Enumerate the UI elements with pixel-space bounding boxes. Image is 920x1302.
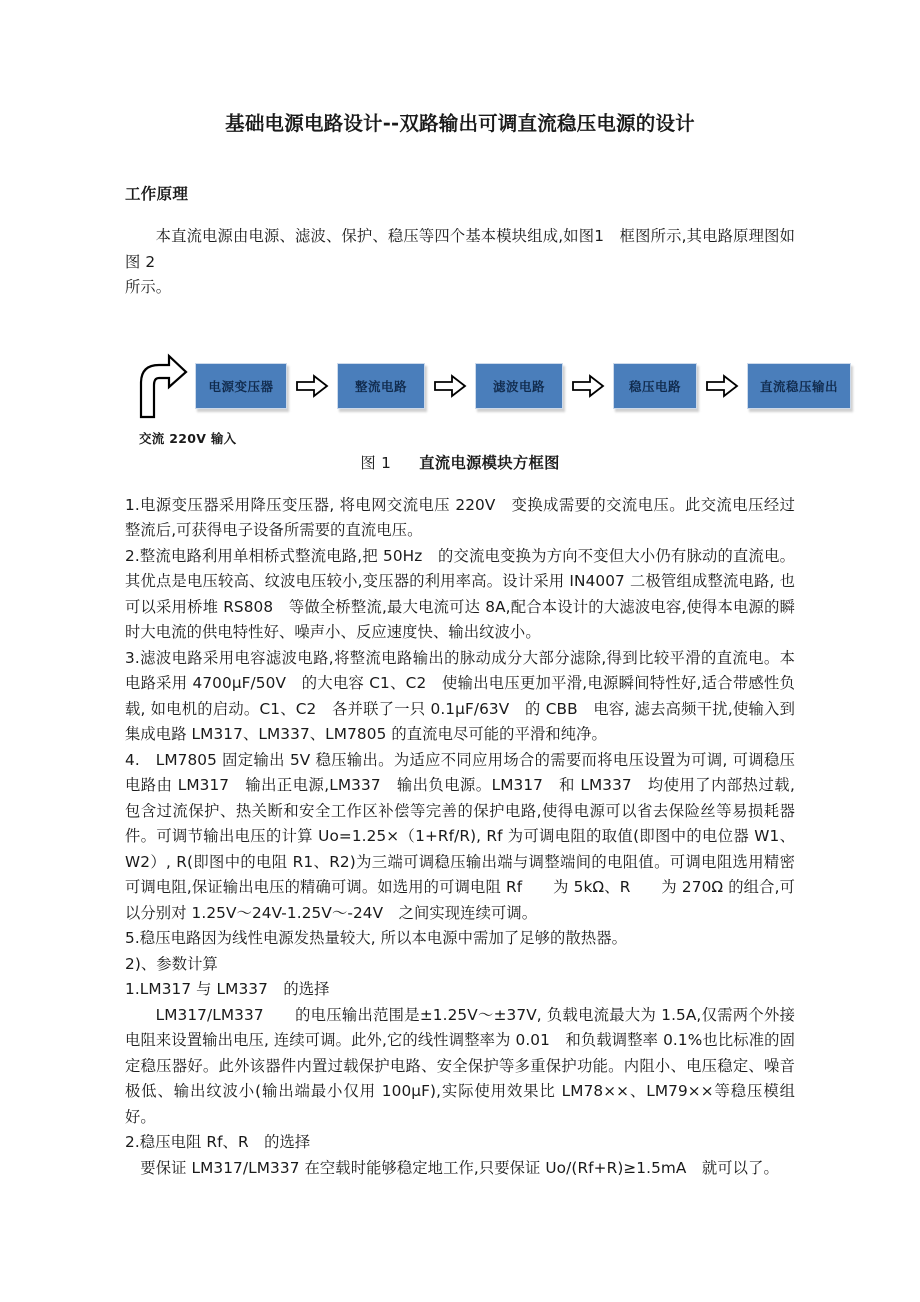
diagram-block-transformer (195, 363, 287, 409)
section-heading-working-principle: 工作原理 (125, 185, 189, 203)
right-arrow-icon (295, 374, 329, 398)
diagram-flow-row (131, 353, 838, 419)
diagram-block-label: 滤波电路 (492, 378, 545, 394)
arrow-gap-1 (287, 374, 337, 398)
page-title: 基础电源电路设计--双路输出可调直流稳压电源的设计 (225, 112, 695, 135)
body-paragraph-7: 1.LM317 与 LM337 的选择 (125, 980, 330, 998)
body-paragraph-10: 要保证 LM317/LM337 在空载时能够稳定地工作,只要保证 Uo/(Rf+R)≥1.5mA 就可以了。 (140, 1158, 779, 1177)
arrow-gap-4 (697, 374, 747, 398)
diagram-block-label: 直流稳压输出 (759, 378, 838, 394)
figure-caption-text: 直流电源模块方框图 (419, 453, 560, 472)
right-arrow-icon (433, 374, 467, 398)
body-content (125, 467, 795, 1182)
body-paragraph-9: 2.稳压电阻 Rf、R 的选择 (125, 1133, 311, 1151)
diagram-block-label: 电源变压器 (208, 378, 274, 394)
body-paragraph-1: 1.电源变压器采用降压变压器, 将电网交流电压 220V 变换成需要的交流电压。此交流电压经过整流后,可获得电子设备所需要的直流电压。 (125, 495, 795, 539)
diagram-block-label: 稳压电路 (628, 378, 681, 394)
body-paragraph-2: 2.整流电路利用单相桥式整流电路,把 50Hz 的交流电变换为方向不变但大小仍有脉动的直流电。其优点是电压较高、纹波电压较小,变压器的利用率高。设计采用 IN4007 二极管组成整流电路, 也可以采用桥堆 RS808 等做全桥整流,最大电流可达 8A,配合本设计的大滤波电容,使得本电源的瞬时大电流的供电特性好、噪声小、反应速度快、输出纹波小。 (125, 546, 795, 641)
diagram-block-label: 整流电路 (354, 378, 407, 394)
arrow-gap-3 (563, 374, 613, 398)
diagram-block-regulator (613, 363, 697, 409)
intro-paragraph-tail: 所示。 (125, 278, 172, 296)
body-paragraph-8: LM317/LM337 的电压输出范围是±1.25V～±37V, 负载电流最大为 1.5A,仅需两个外接电阻来设置输出电压, 连续可调。此外,它的线性调整率为 0.01 和负载调整率 0.1%也比标准的固定稳压器好。此外该器件内置过载保护电路、安全保护等多重保护功能。内阻小、电压稳定、噪音极低、输出纹波小(输出端最小仅用 100μF),实际使用效果比 LM78××、LM79××等稳压模组好。 (125, 1005, 795, 1126)
curved-arrow-icon (131, 353, 189, 419)
figure-1-caption (125, 451, 795, 473)
figure-1-block-diagram (125, 347, 838, 472)
diagram-input-label: 交流 220V 输入 (139, 430, 237, 446)
body-paragraph-4: 4. LM7805 固定输出 5V 稳压输出。为适应不同应用场合的需要而将电压设置为可调, 可调稳压电路由 LM317 输出正电源,LM337 输出负电源。LM317 和 LM337 均使用了内部热过载,包含过流保护、热关断和安全工作区补偿等完善的保护电路,使得电源可以省去保险丝等易损耗器件。可调节输出电压的计算 Uo=1.25×（1+Rf/R), Rf 为可调电阻的取值(即图中的电位器 W1、W2）, R(即图中的电阻 R1、R2)为三端可调稳压输出端与调整端间的电阻值。可调电阻选用精密可调电阻,保证输出电压的精确可调。如选用的可调电阻 Rf 为 5kΩ、R 为 270Ω 的组合,可以分别对 1.25V～24V-1.25V～-24V 之间实现连续可调。 (125, 750, 795, 922)
body-paragraph-3: 3.滤波电路采用电容滤波电路,将整流电路输出的脉动成分大部分滤除,得到比较平滑的直流电。本电路采用 4700μF/50V 的大电容 C1、C2 使输出电压更加平滑,电源瞬间特性好,适合带感性负载, 如电机的启动。C1、C2 各并联了一只 0.1μF/63V 的 CBB 电容, 滤去高频干扰,使输入到集成电路 LM317、LM337、LM7805 的直流电尽可能的平滑和纯净。 (125, 648, 795, 743)
arrow-gap-2 (425, 374, 475, 398)
figure-caption-number: 图 1 (360, 453, 392, 472)
diagram-block-dc-output (747, 363, 851, 409)
diagram-block-filter (475, 363, 563, 409)
diagram-block-rectifier (337, 363, 425, 409)
intro-paragraph: 本直流电源由电源、滤波、保护、稳压等四个基本模块组成,如图1 框图所示,其电路原理图如图 2 (125, 227, 795, 271)
right-arrow-icon (705, 374, 739, 398)
body-paragraph-6: 2)、参数计算 (125, 954, 218, 973)
right-arrow-icon (571, 374, 605, 398)
body-paragraph-5: 5.稳压电路因为线性电源发热量较大, 所以本电源中需加了足够的散热器。 (125, 929, 628, 947)
